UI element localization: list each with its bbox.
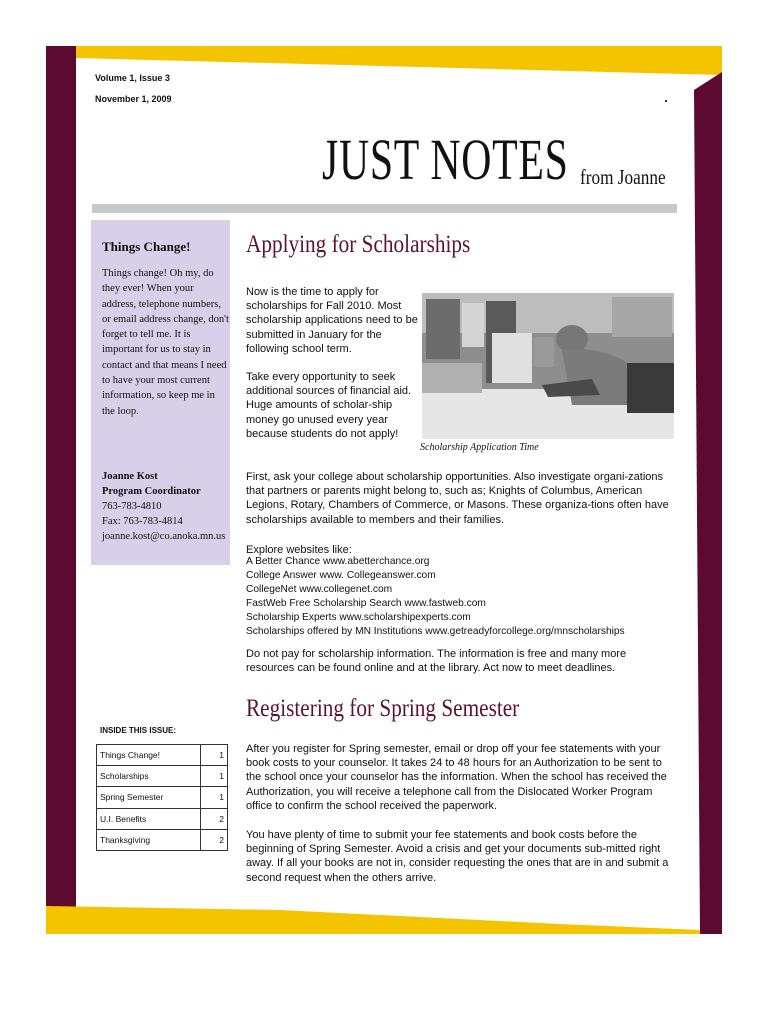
- left-maroon-bar: [46, 46, 76, 934]
- website-link-3[interactable]: CollegeNet www.collegenet.com: [246, 584, 393, 595]
- toc-page: 1: [201, 766, 228, 787]
- photo-caption: Scholarship Application Time: [420, 442, 539, 453]
- toc-page: 1: [201, 787, 228, 808]
- toc-page: 2: [201, 808, 228, 829]
- toc-page: 2: [201, 829, 228, 850]
- website-link-1[interactable]: A Better Chance www.abetterchance.org: [246, 556, 430, 567]
- scholarships-para-2: Take every opportunity to seek additional sources of financial aid. Huge amounts of scholar-ship money go unused every year because students do not apply!: [246, 371, 412, 440]
- spring-para-2: You have plenty of time to submit your fee statements and book costs before the beginning of Spring Semester. Avoid a crisis and get your documents sub-mitted right away. If all your books are not in, consider requesting the ones that are in and submit a second request when the others arrive.: [246, 829, 669, 884]
- issue-date: November 1, 2009: [95, 94, 172, 104]
- toc-title: U.I. Benefits: [97, 808, 201, 829]
- table-row[interactable]: [97, 829, 228, 850]
- contact-role: Program Coordinator: [102, 486, 201, 497]
- table-row[interactable]: [97, 787, 228, 808]
- toc-title: Scholarships: [97, 766, 201, 787]
- website-link-4[interactable]: FastWeb Free Scholarship Search www.fastweb.com: [246, 598, 486, 609]
- contact-fax: Fax: 763-783-4814: [102, 516, 183, 527]
- website-link-6[interactable]: Scholarships offered by MN Institutions www.getreadyforcollege.org/mnscholarships: [246, 626, 625, 637]
- table-row[interactable]: [97, 745, 228, 766]
- newsletter-title: JUST NOTES: [322, 127, 569, 192]
- volume-issue: Volume 1, Issue 3: [95, 73, 170, 83]
- scholarships-para-3: First, ask your college about scholarship opportunities. Also investigate organi-zations that partners or parents might belong to, such as; Knights of Columbus, American Legions, Rotary, Chambers of Commerce, or Masons. These organiza-tions often have scholarships available to members and their families.: [246, 471, 669, 526]
- inside-issue-table: [96, 744, 228, 851]
- contact-phone: 763-783-4810: [102, 501, 162, 512]
- toc-title: Thanksgiving: [97, 829, 201, 850]
- title-rule: [92, 204, 677, 213]
- top-gold-band: [76, 46, 722, 75]
- scholarship-photo: [422, 293, 674, 439]
- contact-email[interactable]: joanne.kost@co.anoka.mn.us: [102, 531, 226, 542]
- spring-para-1: After you register for Spring semester, email or drop off your fee statements with your book costs to your counselor. It takes 24 to 48 hours for an Authorization to be sent to the school once your counselor has the information. When the school has received the Authorization, you will receive a telephone call from the Dislocated Worker Program office to confirm the school received the paperwork.: [246, 743, 667, 812]
- website-link-2[interactable]: College Answer www. Collegeanswer.com: [246, 570, 436, 581]
- scholarships-para-4: Do not pay for scholarship information. The information is free and many more resources can be found online and at the library. Act now to meet deadlines.: [246, 648, 627, 675]
- website-link-5[interactable]: Scholarship Experts www.scholarshipexperts.com: [246, 612, 471, 623]
- table-row[interactable]: [97, 808, 228, 829]
- contact-name: Joanne Kost: [102, 471, 158, 482]
- right-maroon-bar-fill: [694, 72, 722, 934]
- inside-issue-label: INSIDE THIS ISSUE:: [100, 726, 177, 735]
- header-dot: [665, 100, 667, 102]
- article-heading-scholarships: Applying for Scholarships: [246, 231, 471, 258]
- explore-label: Explore websites like:: [246, 544, 352, 556]
- sidebar-heading: Things Change!: [102, 239, 191, 254]
- toc-page: 1: [201, 745, 228, 766]
- toc-title: Things Change!: [97, 745, 201, 766]
- table-row[interactable]: [97, 766, 228, 787]
- sidebar-body: Things change! Oh my, do they ever! When your address, telephone numbers, or email address change, don't forget to tell me. It is important for us to stay in contact and that means I need to have your most current information, so keep me in the loop.: [102, 268, 229, 417]
- scholarships-para-1: Now is the time to apply for scholarships for Fall 2010. Most scholarship applications need to be submitted in January for the following school term.: [246, 286, 418, 355]
- article-heading-spring: Registering for Spring Semester: [246, 695, 520, 722]
- bottom-gold-band: [46, 906, 700, 934]
- toc-title: Spring Semester: [97, 787, 201, 808]
- newsletter-subtitle: from Joanne: [580, 165, 666, 189]
